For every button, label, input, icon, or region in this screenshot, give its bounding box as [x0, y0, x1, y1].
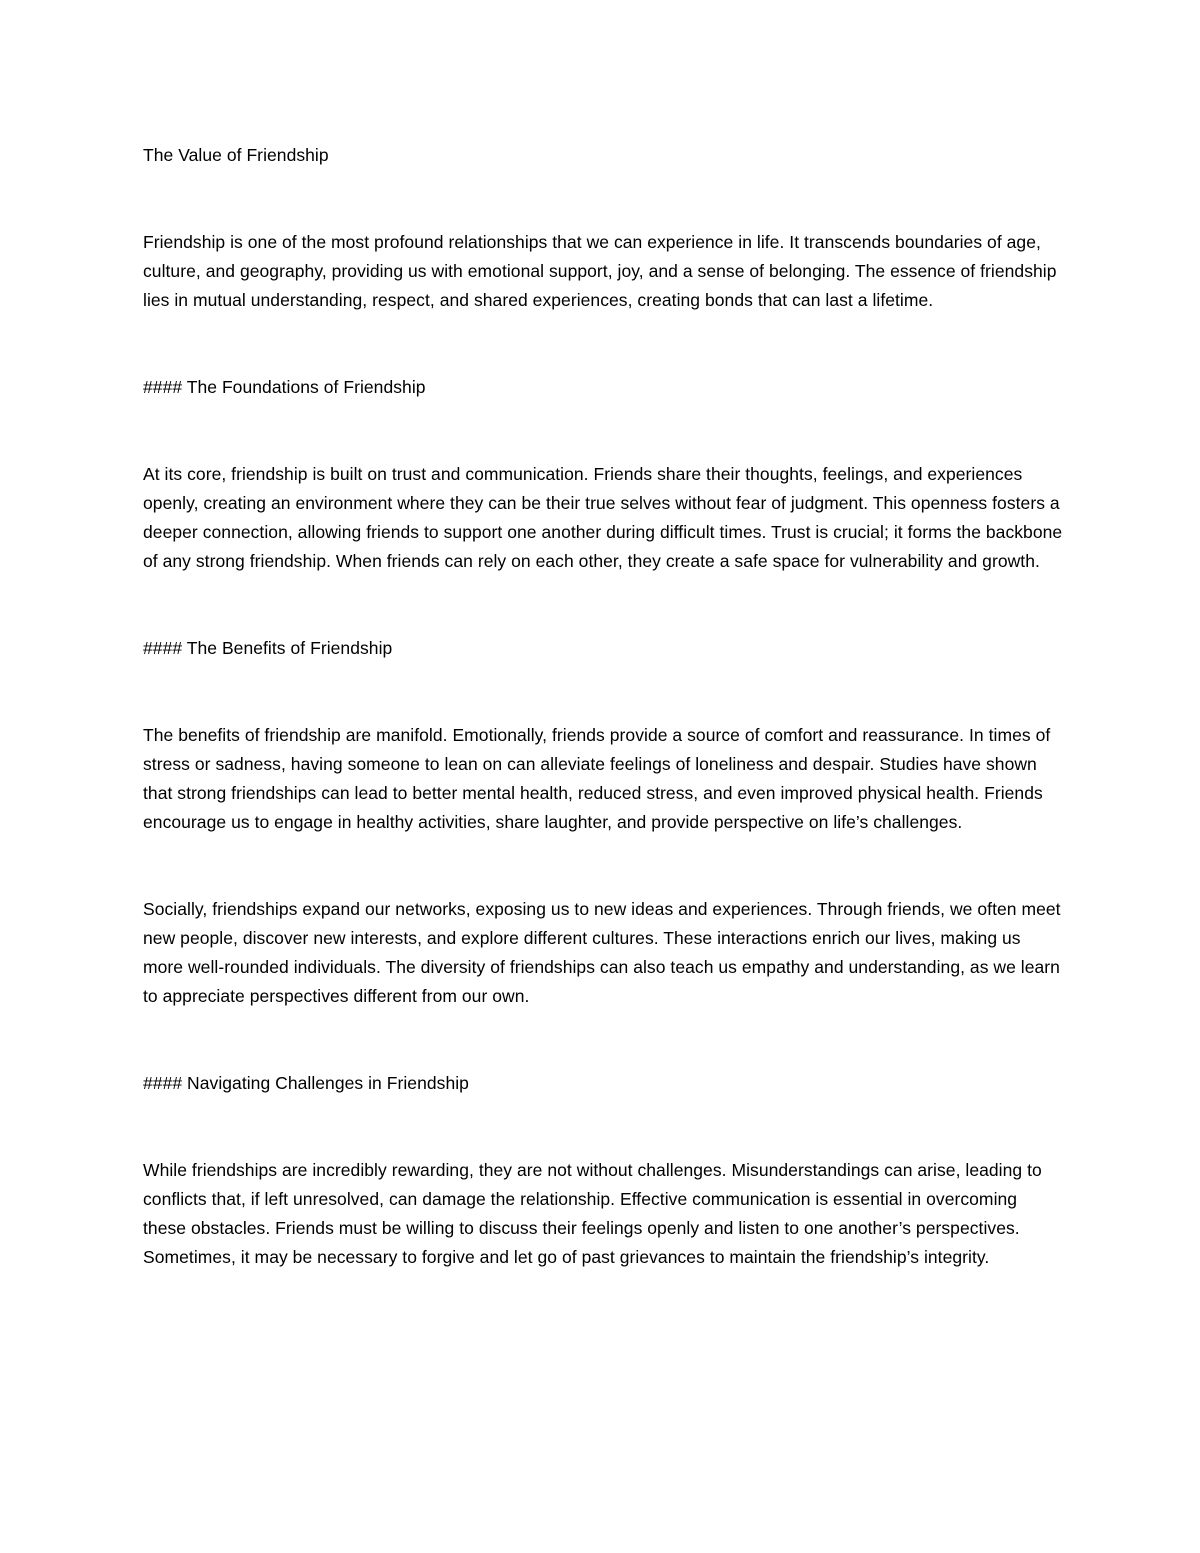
section-heading-challenges: #### Navigating Challenges in Friendship: [143, 1073, 469, 1093]
section-heading-benefits: #### The Benefits of Friendship: [143, 638, 393, 658]
benefits-paragraph-1: The benefits of friendship are manifold. Emotionally, friends provide a source of comfort and reassurance. In times of stress or sadness, having someone to lean on can alleviate feelings of loneliness and despair. Studies have shown that strong friendships can lead to better mental health, reduced stress, and even improved physical health. Friends encourage us to engage in healthy activities, share laughter, and provide perspective on life’s challenges.: [143, 725, 1051, 832]
benefits-paragraph-2: Socially, friendships expand our networks, exposing us to new ideas and experiences. Through friends, we often meet new people, discover new interests, and explore different cultures. These interactions enrich our lives, making us more well-rounded individuals. The diversity of friendships can also teach us empathy and understanding, as we learn to appreciate perspectives different from our own.: [143, 899, 1061, 1006]
document-body: [143, 141, 1063, 1330]
document-title: The Value of Friendship: [143, 145, 329, 165]
intro-paragraph: Friendship is one of the most profound relationships that we can experience in life. It transcends boundaries of age, culture, and geography, providing us with emotional support, joy, and a sense of belonging. The essence of friendship lies in mutual understanding, respect, and shared experiences, creating bonds that can last a lifetime.: [143, 232, 1057, 310]
foundations-paragraph: At its core, friendship is built on trust and communication. Friends share their thoughts, feelings, and experiences openly, creating an environment where they can be their true selves without fear of judgment. This openness fosters a deeper connection, allowing friends to support one another during difficult times. Trust is crucial; it forms the backbone of any strong friendship. When friends can rely on each other, they create a safe space for vulnerability and growth.: [143, 464, 1063, 571]
challenges-paragraph: While friendships are incredibly rewarding, they are not without challenges. Misunderstandings can arise, leading to conflicts that, if left unresolved, can damage the relationship. Effective communication is essential in overcoming these obstacles. Friends must be willing to discuss their feelings openly and listen to one another’s perspectives. Sometimes, it may be necessary to forgive and let go of past grievances to maintain the friendship’s integrity.: [143, 1160, 1042, 1267]
section-heading-foundations: #### The Foundations of Friendship: [143, 377, 426, 397]
